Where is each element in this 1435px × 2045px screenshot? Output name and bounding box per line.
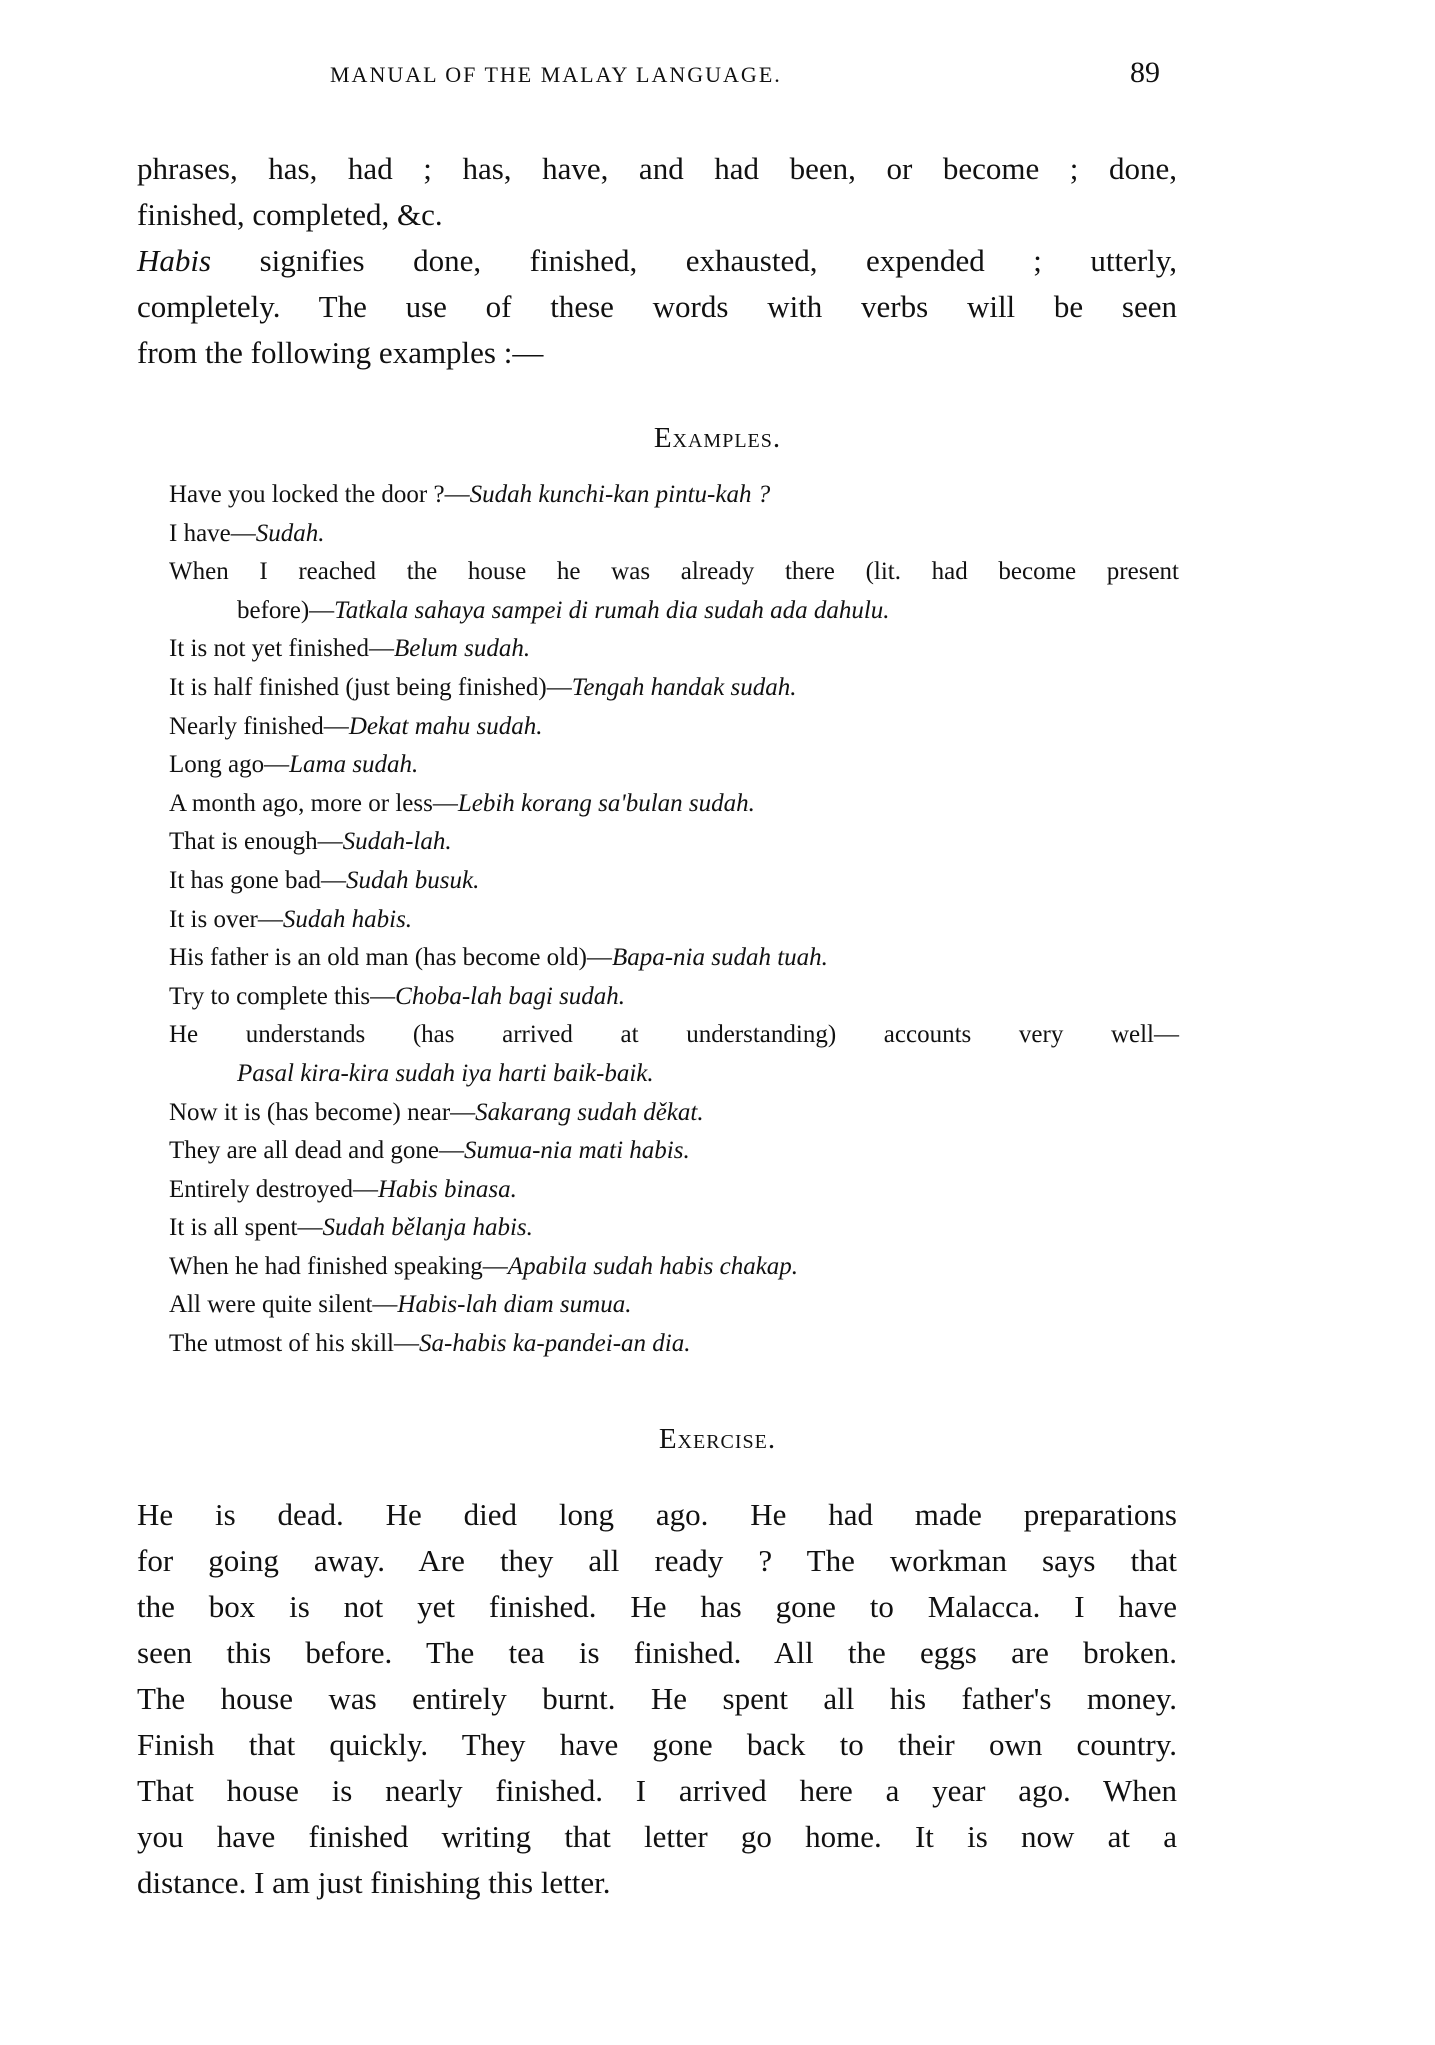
example-malay: Habis binasa. <box>377 1175 517 1203</box>
example-malay: Sudah-lah. <box>342 828 452 856</box>
text-segment: from the following examples :— <box>137 335 544 370</box>
text-segment: phrases, has, had ; has, have, and had been, or become ; done, <box>137 151 1177 186</box>
example-item <box>169 862 1179 901</box>
example-english: A month ago, more or less— <box>169 789 458 817</box>
example-item <box>169 630 1179 669</box>
intro-paragraph <box>137 146 1177 376</box>
example-malay: Pasal kira-kira sudah iya harti baik-baik. <box>237 1059 654 1087</box>
exercise-paragraph <box>137 1492 1177 1906</box>
example-item <box>169 1016 1179 1055</box>
examples-list <box>169 476 1179 1364</box>
example-english: before)— <box>237 596 335 624</box>
text-segment: completely. The use of these words with verbs will be seen <box>137 289 1177 324</box>
example-item <box>169 592 1179 631</box>
example-english: The utmost of his skill— <box>169 1330 419 1358</box>
exercise-line: That house is nearly finished. I arrived here a year ago. When <box>137 1773 1177 1808</box>
exercise-heading: Exercise. <box>658 1423 777 1455</box>
example-item <box>169 515 1179 554</box>
example-item <box>169 1248 1179 1287</box>
example-item <box>169 1171 1179 1210</box>
example-malay: Sakarang sudah děkat. <box>475 1098 704 1126</box>
example-malay: Bapa-nia sudah tuah. <box>611 944 828 972</box>
exercise-line: you have finished writing that letter go home. It is now at a <box>137 1819 1177 1854</box>
example-english: Try to complete this— <box>169 982 396 1010</box>
example-english: Nearly finished— <box>169 712 349 740</box>
example-item <box>169 901 1179 940</box>
example-item <box>169 669 1179 708</box>
example-item <box>169 939 1179 978</box>
example-item <box>169 746 1179 785</box>
example-english: When he had finished speaking— <box>169 1252 508 1280</box>
example-english: Long ago— <box>169 751 290 779</box>
example-english: When I reached the house he was already there (lit. had become present <box>169 558 1179 586</box>
example-english: Have you locked the door ?— <box>169 481 470 508</box>
example-item <box>169 1209 1179 1248</box>
example-item <box>169 823 1179 862</box>
text-line <box>137 192 1177 238</box>
example-item <box>169 1325 1179 1364</box>
example-malay: Apabila sudah habis chakap. <box>507 1252 799 1280</box>
example-malay: Sumua-nia mati habis. <box>464 1137 690 1165</box>
example-item <box>169 1286 1179 1325</box>
example-malay: Sa-habis ka-pandei-an dia. <box>419 1330 691 1358</box>
example-item <box>169 708 1179 747</box>
text-line <box>137 330 1177 376</box>
example-english: It is all spent— <box>169 1214 323 1242</box>
exercise-line: for going away. Are they all ready ? The workman says that <box>137 1543 1177 1578</box>
running-header: MANUAL OF THE MALAY LANGUAGE. <box>330 62 782 87</box>
example-english: It has gone bad— <box>169 866 347 894</box>
example-malay: Choba-lah bagi sudah. <box>395 982 626 1010</box>
example-malay: Sudah. <box>255 519 325 547</box>
text-line <box>137 284 1177 330</box>
exercise-line: He is dead. He died long ago. He had made preparations <box>137 1497 1177 1532</box>
example-english: They are all dead and gone— <box>169 1137 465 1165</box>
example-english: Entirely destroyed— <box>169 1175 378 1203</box>
example-english: All were quite silent— <box>169 1291 398 1319</box>
text-line <box>137 238 1177 284</box>
example-malay: Habis-lah diam sumua. <box>397 1291 632 1319</box>
example-malay: Sudah habis. <box>282 905 413 933</box>
exercise-line: Finish that quickly. They have gone back to their own country. <box>137 1727 1177 1762</box>
example-item <box>169 476 1179 515</box>
exercise-line: seen this before. The tea is finished. All the eggs are broken. <box>137 1635 1177 1670</box>
example-english: It is half finished (just being finished)— <box>169 673 572 701</box>
example-malay: Sudah busuk. <box>346 866 480 894</box>
example-malay: Tatkala sahaya sampei di rumah dia sudah ada dahulu. <box>334 596 890 624</box>
example-item <box>169 553 1179 592</box>
examples-heading: Examples. <box>653 422 782 454</box>
example-malay: Sudah kunchi-kan pintu-kah ? <box>469 481 771 508</box>
example-item <box>169 785 1179 824</box>
example-malay: Lama sudah. <box>289 751 419 779</box>
example-english: It is not yet finished— <box>169 635 394 663</box>
example-english: Now it is (has become) near— <box>169 1098 476 1126</box>
example-english: I have— <box>169 519 256 547</box>
text-segment: finished, completed, &c. <box>137 197 443 232</box>
page-number: 89 <box>1130 56 1160 89</box>
example-malay: Lebih korang sa'bulan sudah. <box>457 789 755 817</box>
example-english: He understands (has arrived at understanding) accounts very well— <box>169 1021 1179 1049</box>
exercise-line: The house was entirely burnt. He spent all his father's money. <box>137 1681 1177 1716</box>
example-english: That is enough— <box>169 828 343 856</box>
italic-term: Habis <box>137 243 212 278</box>
example-item <box>169 978 1179 1017</box>
example-english: It is over— <box>169 905 283 933</box>
example-item <box>169 1055 1179 1094</box>
example-item <box>169 1094 1179 1133</box>
example-item <box>169 1132 1179 1171</box>
text-line <box>137 146 1177 192</box>
example-malay: Sudah bělanja habis. <box>322 1214 533 1242</box>
text-segment: signifies done, finished, exhausted, expended ; utterly, <box>211 243 1177 278</box>
example-malay: Belum sudah. <box>393 635 531 663</box>
example-english: His father is an old man (has become old)— <box>169 944 612 972</box>
exercise-line: distance. I am just finishing this letter. <box>137 1865 611 1900</box>
example-malay: Dekat mahu sudah. <box>348 712 543 740</box>
example-malay: Tengah handak sudah. <box>571 673 797 701</box>
exercise-line: the box is not yet finished. He has gone to Malacca. I have <box>137 1589 1177 1624</box>
